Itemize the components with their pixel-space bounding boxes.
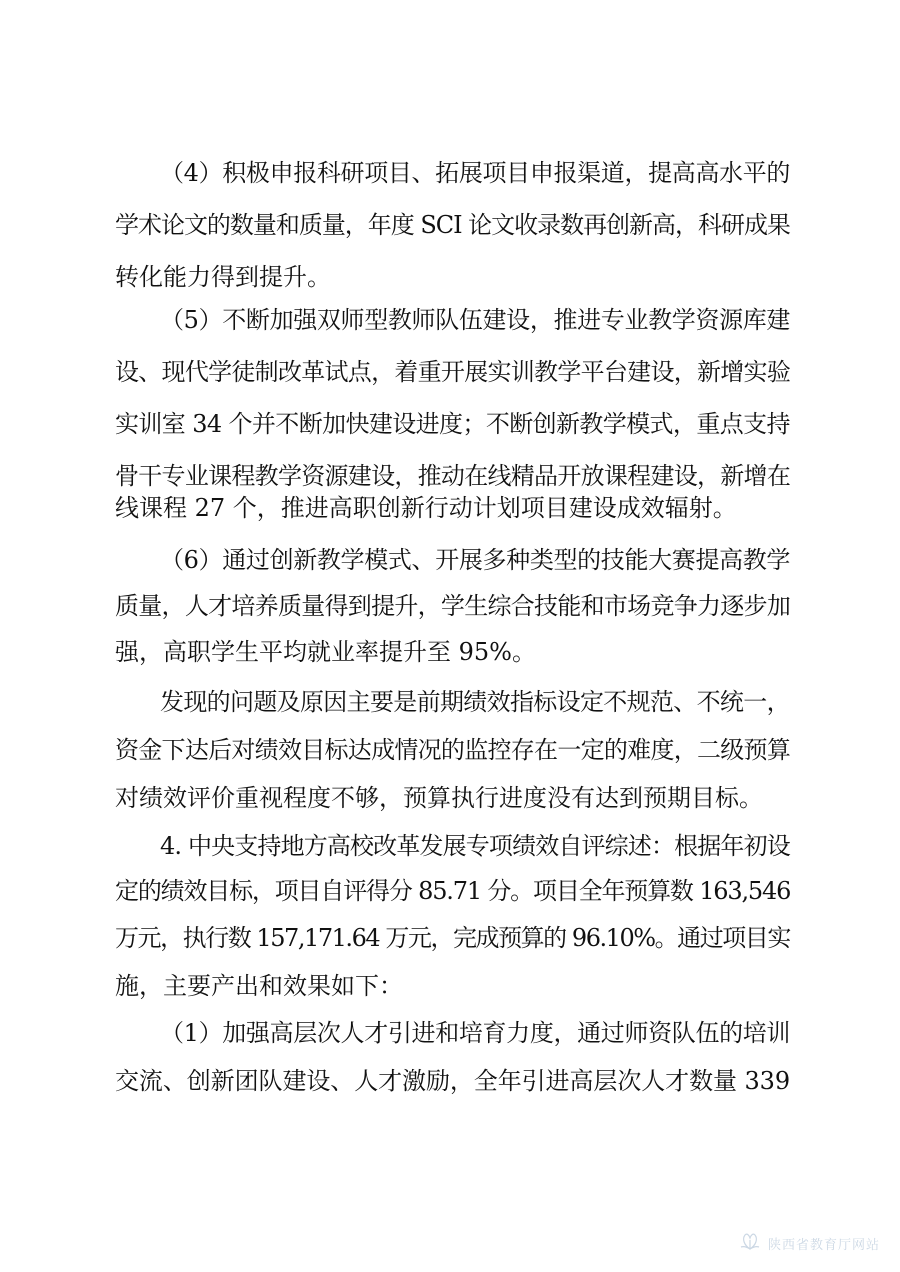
paragraph-2-line-2 [0, 352, 900, 392]
paragraph-1-line-2 [0, 205, 900, 245]
paragraph-6-line-1 [0, 1013, 900, 1053]
paragraph-2-line-5 [0, 488, 900, 528]
text-line: 定的绩效目标，项目自评得分 85.71 分。项目全年预算数 163,546 [115, 877, 791, 905]
text-line: （5）不断加强双师型教师队伍建设，推进专业教学资源库建 [160, 306, 791, 334]
watermark-text: 陕西省教育厅网站 [767, 1237, 880, 1253]
text-line: 学术论文的数量和质量，年度 SCI 论文收录数再创新高，科研成果 [115, 211, 790, 239]
text-line: （1）加强高层次人才引进和培育力度，通过师资队伍的培训 [160, 1019, 791, 1047]
text-line: 骨干专业课程教学资源建设，推动在线精品开放课程建设，新增在 [115, 462, 791, 490]
text-line: 施，主要产出和效果如下： [115, 972, 403, 1000]
paragraph-4-line-3 [0, 778, 900, 818]
paragraph-5-line-1 [0, 826, 900, 866]
paragraph-5-line-2 [0, 871, 900, 911]
text-line: （4）积极申报科研项目、拓展项目申报渠道，提高高水平的 [160, 159, 791, 187]
paragraph-1-line-3 [0, 257, 900, 297]
text-line: 实训室 34 个并不断加快建设进度；不断创新教学模式，重点支持 [115, 410, 790, 438]
paragraph-4-line-2 [0, 730, 900, 770]
text-line: 交流、创新团队建设、人才激励，全年引进高层次人才数量 339 [115, 1067, 791, 1095]
text-line: 对绩效评价重视程度不够，预算执行进度没有达到预期目标。 [115, 784, 763, 812]
paragraph-2-line-1 [0, 300, 900, 340]
paragraph-4-line-1 [0, 682, 900, 722]
site-watermark [738, 1228, 880, 1258]
text-line: （6）通过创新教学模式、开展多种类型的技能大赛提高教学 [160, 546, 791, 574]
paragraph-1-line-1 [0, 153, 900, 193]
text-line: 转化能力得到提升。 [115, 263, 331, 291]
paragraph-2-line-3 [0, 404, 900, 444]
paragraph-3-line-3 [0, 632, 900, 672]
paragraph-6-line-2 [0, 1061, 900, 1101]
flower-logo-icon [738, 1231, 762, 1255]
text-line: 万元，执行数 157,171.64 万元，完成预算的 96.10%。通过项目实 [115, 924, 790, 952]
paragraph-5-line-3 [0, 918, 900, 958]
text-line: 线课程 27 个，推进高职创新行动计划项目建设成效辐射。 [115, 494, 737, 522]
paragraph-3-line-2 [0, 586, 900, 626]
paragraph-3-line-1 [0, 540, 900, 580]
text-line: 质量，人才培养质量得到提升，学生综合技能和市场竞争力逐步加 [115, 592, 791, 620]
text-line: 设、现代学徒制改革试点，着重开展实训教学平台建设，新增实验 [115, 358, 791, 386]
text-line: 资金下达后对绩效目标达成情况的监控存在一定的难度，二级预算 [115, 736, 791, 764]
text-line: 4. 中央支持地方高校改革发展专项绩效自评综述：根据年初设 [160, 832, 790, 860]
text-line: 强，高职学生平均就业率提升至 95%。 [115, 638, 536, 666]
paragraph-5-line-4 [0, 966, 900, 1006]
text-line: 发现的问题及原因主要是前期绩效指标设定不规范、不统一， [160, 688, 790, 716]
